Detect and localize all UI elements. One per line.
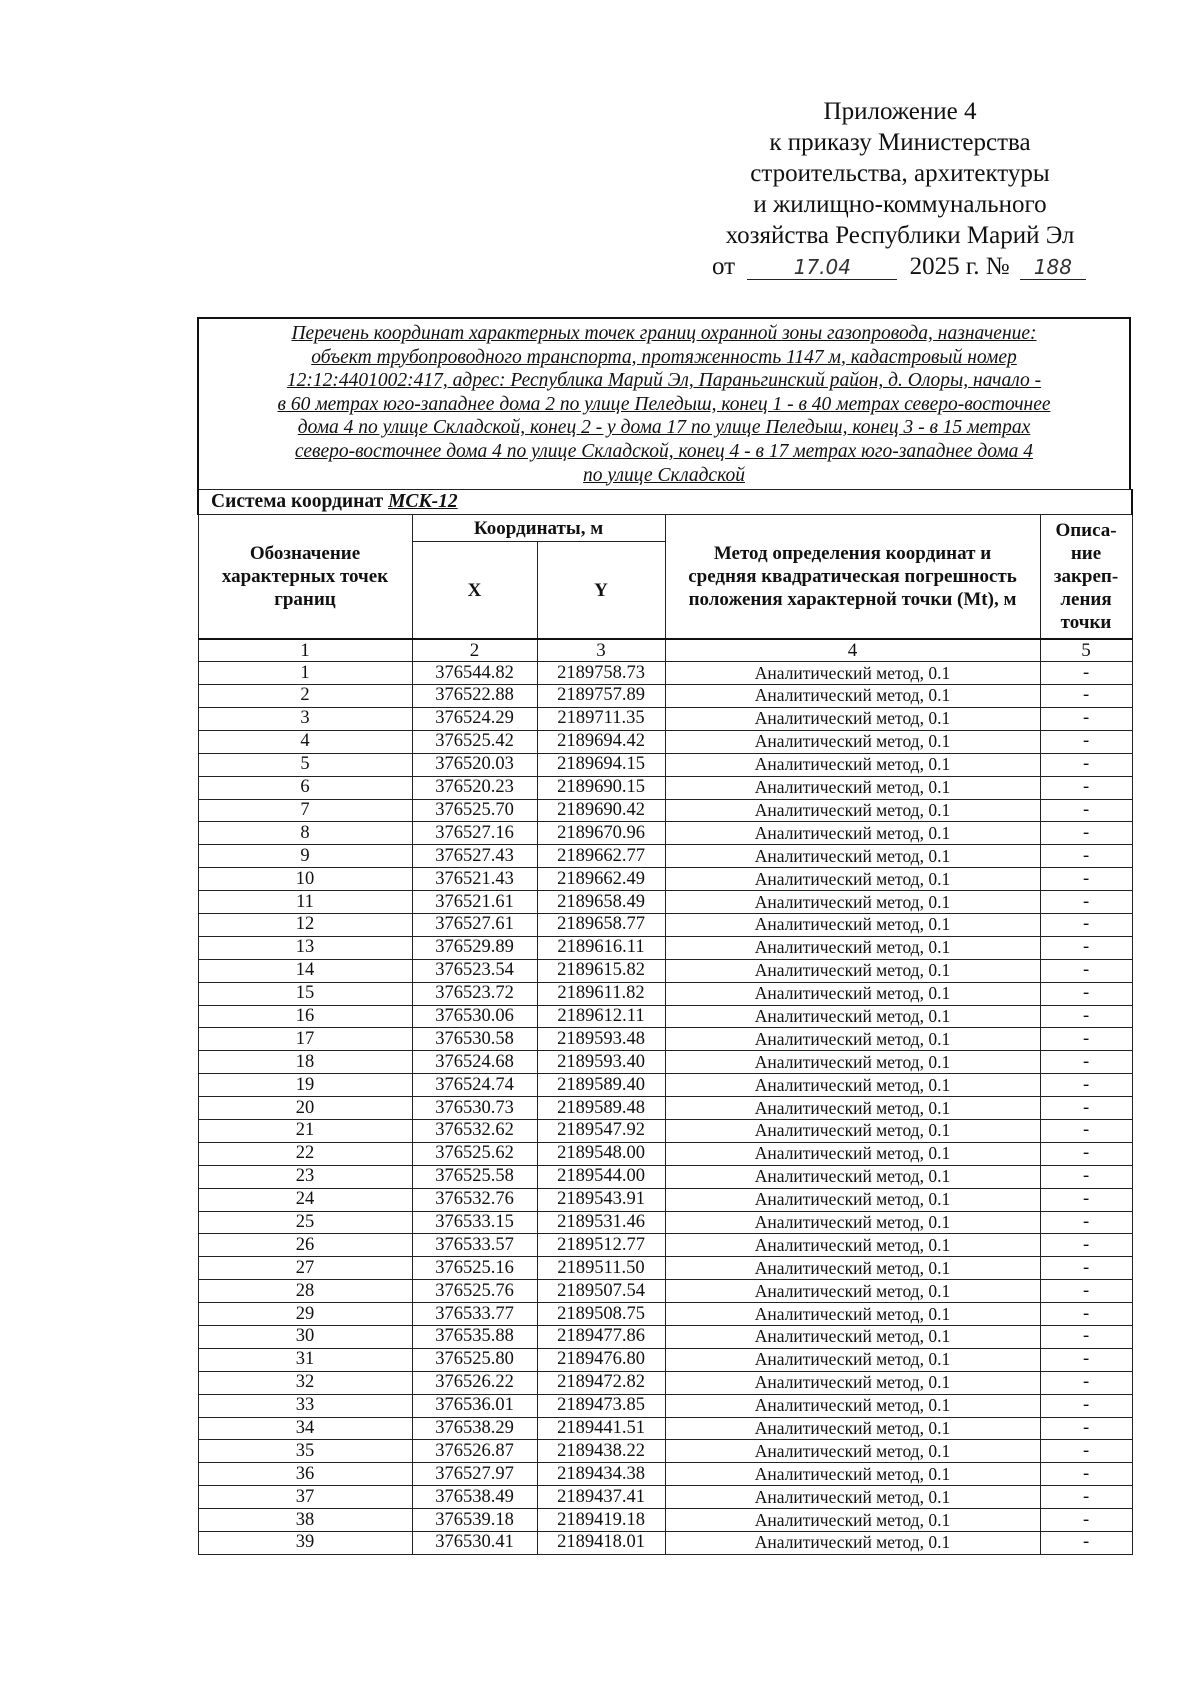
- point-number-cell: 29: [198, 1303, 412, 1326]
- point-number-cell: 22: [198, 1142, 412, 1165]
- table-row: [198, 730, 1132, 753]
- title-line: дома 4 по улице Складской, конец 2 - у дома 17 по улице Пеледыш, конец 3 - в 15 метрах: [297, 417, 1031, 439]
- description-cell: -: [1040, 1463, 1132, 1486]
- column-number: 3: [537, 639, 665, 662]
- point-number-cell: 7: [198, 799, 412, 822]
- method-cell: Аналитический метод, 0.1: [665, 776, 1040, 799]
- table-row: [198, 1165, 1132, 1188]
- description-cell: -: [1040, 1005, 1132, 1028]
- point-number-cell: 12: [198, 913, 412, 936]
- x-coordinate-cell: 376527.43: [412, 845, 537, 868]
- x-coordinate-cell: 376533.15: [412, 1211, 537, 1234]
- point-number-cell: 31: [198, 1348, 412, 1371]
- x-coordinate-cell: 376525.42: [412, 730, 537, 753]
- x-coordinate-cell: 376532.76: [412, 1188, 537, 1211]
- y-coordinate-cell: 2189476.80: [537, 1348, 665, 1371]
- order-year: 2025 г. №: [909, 253, 1010, 280]
- x-coordinate-cell: 376524.74: [412, 1074, 537, 1097]
- column-number: 4: [665, 639, 1040, 662]
- y-coordinate-cell: 2189611.82: [537, 982, 665, 1005]
- x-coordinate-cell: 376521.61: [412, 891, 537, 914]
- description-cell: -: [1040, 1280, 1132, 1303]
- y-coordinate-cell: 2189547.92: [537, 1119, 665, 1142]
- table-row: [198, 822, 1132, 845]
- table-row: [198, 707, 1132, 730]
- y-coordinate-cell: 2189758.73: [537, 662, 665, 685]
- method-cell: Аналитический метод, 0.1: [665, 1028, 1040, 1051]
- title-line: 12:12:4401002:417, адрес: Республика Марий Эл, Параньгинский район, д. Олоры, начало -: [286, 370, 1042, 392]
- y-coordinate-cell: 2189472.82: [537, 1371, 665, 1394]
- point-number-cell: 6: [198, 776, 412, 799]
- table-row: [198, 685, 1132, 708]
- description-cell: -: [1040, 1303, 1132, 1326]
- method-cell: Аналитический метод, 0.1: [665, 1188, 1040, 1211]
- table-row: [198, 936, 1132, 959]
- y-coordinate-cell: 2189473.85: [537, 1394, 665, 1417]
- point-number-cell: 24: [198, 1188, 412, 1211]
- appendix-line: хозяйства Республики Марий Эл: [725, 222, 1075, 249]
- table-row: [198, 776, 1132, 799]
- x-coordinate-cell: 376520.23: [412, 776, 537, 799]
- description-cell: -: [1040, 1440, 1132, 1463]
- point-number-cell: 34: [198, 1417, 412, 1440]
- table-row: [198, 1371, 1132, 1394]
- method-cell: Аналитический метод, 0.1: [665, 1257, 1040, 1280]
- description-cell: -: [1040, 913, 1132, 936]
- table-row: [198, 913, 1132, 936]
- method-cell: Аналитический метод, 0.1: [665, 707, 1040, 730]
- x-coordinate-cell: 376525.16: [412, 1257, 537, 1280]
- method-cell: Аналитический метод, 0.1: [665, 1486, 1040, 1509]
- x-coordinate-cell: 376530.73: [412, 1097, 537, 1120]
- x-coordinate-cell: 376530.06: [412, 1005, 537, 1028]
- description-cell: -: [1040, 868, 1132, 891]
- method-cell: Аналитический метод, 0.1: [665, 799, 1040, 822]
- description-cell: -: [1040, 1325, 1132, 1348]
- description-cell: -: [1040, 707, 1132, 730]
- point-number-cell: 39: [198, 1532, 412, 1555]
- table-row: [198, 1303, 1132, 1326]
- column-number: 2: [412, 639, 537, 662]
- description-cell: -: [1040, 1028, 1132, 1051]
- table-row: [198, 1394, 1132, 1417]
- method-cell: Аналитический метод, 0.1: [665, 1211, 1040, 1234]
- title-line: объект трубопроводного транспорта, протяженность 1147 м, кадастровый номер: [311, 346, 1017, 368]
- y-coordinate-cell: 2189589.40: [537, 1074, 665, 1097]
- description-cell: -: [1040, 685, 1132, 708]
- system-name: МСК-12: [388, 491, 458, 513]
- description-cell: -: [1040, 1486, 1132, 1509]
- table-row: [198, 1348, 1132, 1371]
- method-cell: Аналитический метод, 0.1: [665, 1417, 1040, 1440]
- y-coordinate-cell: 2189419.18: [537, 1509, 665, 1532]
- y-coordinate-cell: 2189694.15: [537, 753, 665, 776]
- table-row: [198, 1119, 1132, 1142]
- point-number-cell: 3: [198, 707, 412, 730]
- method-cell: Аналитический метод, 0.1: [665, 822, 1040, 845]
- description-cell: -: [1040, 1051, 1132, 1074]
- header-coords: Координаты, м: [412, 515, 665, 542]
- header-desc-line: ления: [1060, 589, 1112, 611]
- description-cell: -: [1040, 822, 1132, 845]
- point-number-cell: 17: [198, 1028, 412, 1051]
- x-coordinate-cell: 376533.57: [412, 1234, 537, 1257]
- x-coordinate-cell: 376525.76: [412, 1280, 537, 1303]
- method-cell: Аналитический метод, 0.1: [665, 1005, 1040, 1028]
- table-row: [198, 1188, 1132, 1211]
- y-coordinate-cell: 2189757.89: [537, 685, 665, 708]
- y-coordinate-cell: 2189615.82: [537, 959, 665, 982]
- y-coordinate-cell: 2189690.42: [537, 799, 665, 822]
- y-coordinate-cell: 2189593.48: [537, 1028, 665, 1051]
- point-number-cell: 16: [198, 1005, 412, 1028]
- description-cell: -: [1040, 1165, 1132, 1188]
- description-cell: -: [1040, 730, 1132, 753]
- point-number-cell: 11: [198, 891, 412, 914]
- table-row: [198, 1325, 1132, 1348]
- method-cell: Аналитический метод, 0.1: [665, 845, 1040, 868]
- y-coordinate-cell: 2189418.01: [537, 1532, 665, 1555]
- method-cell: Аналитический метод, 0.1: [665, 1097, 1040, 1120]
- table-row: [198, 868, 1132, 891]
- method-cell: Аналитический метод, 0.1: [665, 1074, 1040, 1097]
- table-row: [198, 1005, 1132, 1028]
- description-cell: -: [1040, 1257, 1132, 1280]
- y-coordinate-cell: 2189612.11: [537, 1005, 665, 1028]
- y-coordinate-cell: 2189438.22: [537, 1440, 665, 1463]
- point-number-cell: 23: [198, 1165, 412, 1188]
- method-cell: Аналитический метод, 0.1: [665, 913, 1040, 936]
- point-number-cell: 10: [198, 868, 412, 891]
- point-number-cell: 14: [198, 959, 412, 982]
- table-row: [198, 1509, 1132, 1532]
- point-number-cell: 27: [198, 1257, 412, 1280]
- description-cell: -: [1040, 959, 1132, 982]
- y-coordinate-cell: 2189544.00: [537, 1165, 665, 1188]
- x-coordinate-cell: 376544.82: [412, 662, 537, 685]
- table-row: [198, 1051, 1132, 1074]
- header-desc-line: точки: [1060, 612, 1112, 634]
- y-coordinate-cell: 2189437.41: [537, 1486, 665, 1509]
- point-number-cell: 32: [198, 1371, 412, 1394]
- point-number-cell: 19: [198, 1074, 412, 1097]
- method-cell: Аналитический метод, 0.1: [665, 1509, 1040, 1532]
- description-cell: -: [1040, 982, 1132, 1005]
- point-number-cell: 1: [198, 662, 412, 685]
- y-coordinate-cell: 2189543.91: [537, 1188, 665, 1211]
- description-cell: -: [1040, 799, 1132, 822]
- table-row: [198, 1211, 1132, 1234]
- point-number-cell: 18: [198, 1051, 412, 1074]
- x-coordinate-cell: 376527.16: [412, 822, 537, 845]
- table-row: [198, 1097, 1132, 1120]
- description-cell: -: [1040, 1394, 1132, 1417]
- table-row: [198, 1532, 1132, 1555]
- table-row: [198, 662, 1132, 685]
- table-row: [198, 845, 1132, 868]
- x-coordinate-cell: 376536.01: [412, 1394, 537, 1417]
- list-title: [197, 317, 1131, 489]
- x-coordinate-cell: 376539.18: [412, 1509, 537, 1532]
- point-number-cell: 36: [198, 1463, 412, 1486]
- description-cell: -: [1040, 1119, 1132, 1142]
- table-row: [198, 982, 1132, 1005]
- point-number-cell: 30: [198, 1325, 412, 1348]
- appendix-line: и жилищно-коммунального: [753, 191, 1047, 218]
- system-row: [198, 490, 1132, 515]
- system-label: Система координат: [211, 491, 384, 513]
- y-coordinate-cell: 2189690.15: [537, 776, 665, 799]
- point-number-cell: 26: [198, 1234, 412, 1257]
- order-date: 17.04: [747, 255, 897, 280]
- description-cell: -: [1040, 1371, 1132, 1394]
- method-cell: Аналитический метод, 0.1: [665, 730, 1040, 753]
- x-coordinate-cell: 376525.58: [412, 1165, 537, 1188]
- header-desc-line: ние: [1070, 543, 1102, 565]
- y-coordinate-cell: 2189616.11: [537, 936, 665, 959]
- description-cell: -: [1040, 1532, 1132, 1555]
- header-desc-line: Описа-: [1055, 520, 1117, 542]
- point-number-cell: 15: [198, 982, 412, 1005]
- table-row: [198, 1486, 1132, 1509]
- x-coordinate-cell: 376520.03: [412, 753, 537, 776]
- point-number-cell: 35: [198, 1440, 412, 1463]
- x-coordinate-cell: 376523.54: [412, 959, 537, 982]
- table-row: [198, 891, 1132, 914]
- x-coordinate-cell: 376523.72: [412, 982, 537, 1005]
- order-line: [690, 251, 1110, 282]
- method-cell: Аналитический метод, 0.1: [665, 891, 1040, 914]
- point-number-cell: 33: [198, 1394, 412, 1417]
- y-coordinate-cell: 2189589.48: [537, 1097, 665, 1120]
- point-number-cell: 13: [198, 936, 412, 959]
- method-cell: Аналитический метод, 0.1: [665, 1463, 1040, 1486]
- method-cell: Аналитический метод, 0.1: [665, 1119, 1040, 1142]
- method-cell: Аналитический метод, 0.1: [665, 1348, 1040, 1371]
- description-cell: -: [1040, 1417, 1132, 1440]
- description-cell: -: [1040, 753, 1132, 776]
- y-coordinate-cell: 2189477.86: [537, 1325, 665, 1348]
- table-row: [198, 1257, 1132, 1280]
- description-cell: -: [1040, 1211, 1132, 1234]
- x-coordinate-cell: 376538.29: [412, 1417, 537, 1440]
- table-row: [198, 1440, 1132, 1463]
- system-cell: [198, 490, 1132, 515]
- x-coordinate-cell: 376526.87: [412, 1440, 537, 1463]
- header-point: Обозначение характерных точек границ: [198, 515, 412, 640]
- description-cell: -: [1040, 662, 1132, 685]
- point-number-cell: 21: [198, 1119, 412, 1142]
- header-row: [198, 515, 1132, 542]
- y-coordinate-cell: 2189662.77: [537, 845, 665, 868]
- x-coordinate-cell: 376524.68: [412, 1051, 537, 1074]
- description-cell: -: [1040, 1348, 1132, 1371]
- header-method: Метод определения координат и средняя квадратическая погрешность положения характерной точки (Mt), м: [665, 515, 1040, 640]
- description-cell: -: [1040, 776, 1132, 799]
- y-coordinate-cell: 2189658.49: [537, 891, 665, 914]
- description-cell: -: [1040, 1188, 1132, 1211]
- header-description: [1040, 515, 1132, 640]
- y-coordinate-cell: 2189662.49: [537, 868, 665, 891]
- method-cell: Аналитический метод, 0.1: [665, 1165, 1040, 1188]
- x-coordinate-cell: 376526.22: [412, 1371, 537, 1394]
- description-cell: -: [1040, 1234, 1132, 1257]
- y-coordinate-cell: 2189711.35: [537, 707, 665, 730]
- table-row: [198, 1142, 1132, 1165]
- appendix-block: [690, 96, 1110, 282]
- x-coordinate-cell: 376525.80: [412, 1348, 537, 1371]
- method-cell: Аналитический метод, 0.1: [665, 753, 1040, 776]
- method-cell: Аналитический метод, 0.1: [665, 1371, 1040, 1394]
- y-coordinate-cell: 2189531.46: [537, 1211, 665, 1234]
- coordinates-table: [197, 489, 1133, 1555]
- title-line: по улице Складской: [583, 464, 745, 486]
- method-cell: Аналитический метод, 0.1: [665, 1051, 1040, 1074]
- table-row: [198, 1234, 1132, 1257]
- appendix-line: строительства, архитектуры: [750, 160, 1050, 187]
- column-number: 1: [198, 639, 412, 662]
- point-number-cell: 37: [198, 1486, 412, 1509]
- point-number-cell: 20: [198, 1097, 412, 1120]
- title-line: в 60 метрах юго-западнее дома 2 по улице Пеледыш, конец 1 - в 40 метрах северо-восточнее: [277, 393, 1051, 415]
- y-coordinate-cell: 2189507.54: [537, 1280, 665, 1303]
- x-coordinate-cell: 376535.88: [412, 1325, 537, 1348]
- description-cell: -: [1040, 1097, 1132, 1120]
- y-coordinate-cell: 2189434.38: [537, 1463, 665, 1486]
- title-line: северо-восточнее дома 4 по улице Складской, конец 4 - в 17 метрах юго-западнее дома 4: [294, 440, 1034, 462]
- point-number-cell: 38: [198, 1509, 412, 1532]
- point-number-cell: 8: [198, 822, 412, 845]
- order-number: 188: [1020, 255, 1086, 280]
- point-number-cell: 4: [198, 730, 412, 753]
- description-cell: -: [1040, 936, 1132, 959]
- x-coordinate-cell: 376527.61: [412, 913, 537, 936]
- method-cell: Аналитический метод, 0.1: [665, 959, 1040, 982]
- appendix-line: к приказу Министерства: [769, 129, 1031, 156]
- column-number: 5: [1040, 639, 1132, 662]
- table-row: [198, 753, 1132, 776]
- y-coordinate-cell: 2189658.77: [537, 913, 665, 936]
- x-coordinate-cell: 376538.49: [412, 1486, 537, 1509]
- method-cell: Аналитический метод, 0.1: [665, 1142, 1040, 1165]
- coordinates-document: [197, 317, 1131, 1555]
- method-cell: Аналитический метод, 0.1: [665, 868, 1040, 891]
- method-cell: Аналитический метод, 0.1: [665, 1234, 1040, 1257]
- table-row: [198, 1463, 1132, 1486]
- description-cell: -: [1040, 891, 1132, 914]
- table-row: [198, 1074, 1132, 1097]
- description-cell: -: [1040, 1142, 1132, 1165]
- x-coordinate-cell: 376527.97: [412, 1463, 537, 1486]
- method-cell: Аналитический метод, 0.1: [665, 662, 1040, 685]
- x-coordinate-cell: 376524.29: [412, 707, 537, 730]
- x-coordinate-cell: 376533.77: [412, 1303, 537, 1326]
- table-row: [198, 1417, 1132, 1440]
- x-coordinate-cell: 376530.58: [412, 1028, 537, 1051]
- order-prefix: от: [712, 253, 736, 280]
- y-coordinate-cell: 2189512.77: [537, 1234, 665, 1257]
- point-number-cell: 28: [198, 1280, 412, 1303]
- y-coordinate-cell: 2189694.42: [537, 730, 665, 753]
- table-row: [198, 1280, 1132, 1303]
- method-cell: Аналитический метод, 0.1: [665, 936, 1040, 959]
- method-cell: Аналитический метод, 0.1: [665, 1532, 1040, 1555]
- y-coordinate-cell: 2189593.40: [537, 1051, 665, 1074]
- description-cell: -: [1040, 845, 1132, 868]
- table-row: [198, 959, 1132, 982]
- x-coordinate-cell: 376522.88: [412, 685, 537, 708]
- table-row: [198, 1028, 1132, 1051]
- point-number-cell: 25: [198, 1211, 412, 1234]
- title-line: Перечень координат характерных точек границ охранной зоны газопровода, назначение:: [291, 323, 1037, 344]
- header-y: Y: [537, 542, 665, 640]
- method-cell: Аналитический метод, 0.1: [665, 1325, 1040, 1348]
- column-number-row: [198, 639, 1132, 662]
- description-cell: -: [1040, 1509, 1132, 1532]
- method-cell: Аналитический метод, 0.1: [665, 1440, 1040, 1463]
- x-coordinate-cell: 376529.89: [412, 936, 537, 959]
- y-coordinate-cell: 2189508.75: [537, 1303, 665, 1326]
- appendix-title: Приложение 4: [823, 98, 977, 125]
- x-coordinate-cell: 376530.41: [412, 1532, 537, 1555]
- description-cell: -: [1040, 1074, 1132, 1097]
- y-coordinate-cell: 2189548.00: [537, 1142, 665, 1165]
- method-cell: Аналитический метод, 0.1: [665, 982, 1040, 1005]
- point-number-cell: 2: [198, 685, 412, 708]
- x-coordinate-cell: 376525.62: [412, 1142, 537, 1165]
- header-desc-line: закреп-: [1053, 566, 1119, 588]
- y-coordinate-cell: 2189511.50: [537, 1257, 665, 1280]
- method-cell: Аналитический метод, 0.1: [665, 685, 1040, 708]
- header-x: X: [412, 542, 537, 640]
- method-cell: Аналитический метод, 0.1: [665, 1303, 1040, 1326]
- x-coordinate-cell: 376525.70: [412, 799, 537, 822]
- table-row: [198, 799, 1132, 822]
- method-cell: Аналитический метод, 0.1: [665, 1280, 1040, 1303]
- point-number-cell: 9: [198, 845, 412, 868]
- x-coordinate-cell: 376532.62: [412, 1119, 537, 1142]
- y-coordinate-cell: 2189670.96: [537, 822, 665, 845]
- y-coordinate-cell: 2189441.51: [537, 1417, 665, 1440]
- method-cell: Аналитический метод, 0.1: [665, 1394, 1040, 1417]
- point-number-cell: 5: [198, 753, 412, 776]
- x-coordinate-cell: 376521.43: [412, 868, 537, 891]
